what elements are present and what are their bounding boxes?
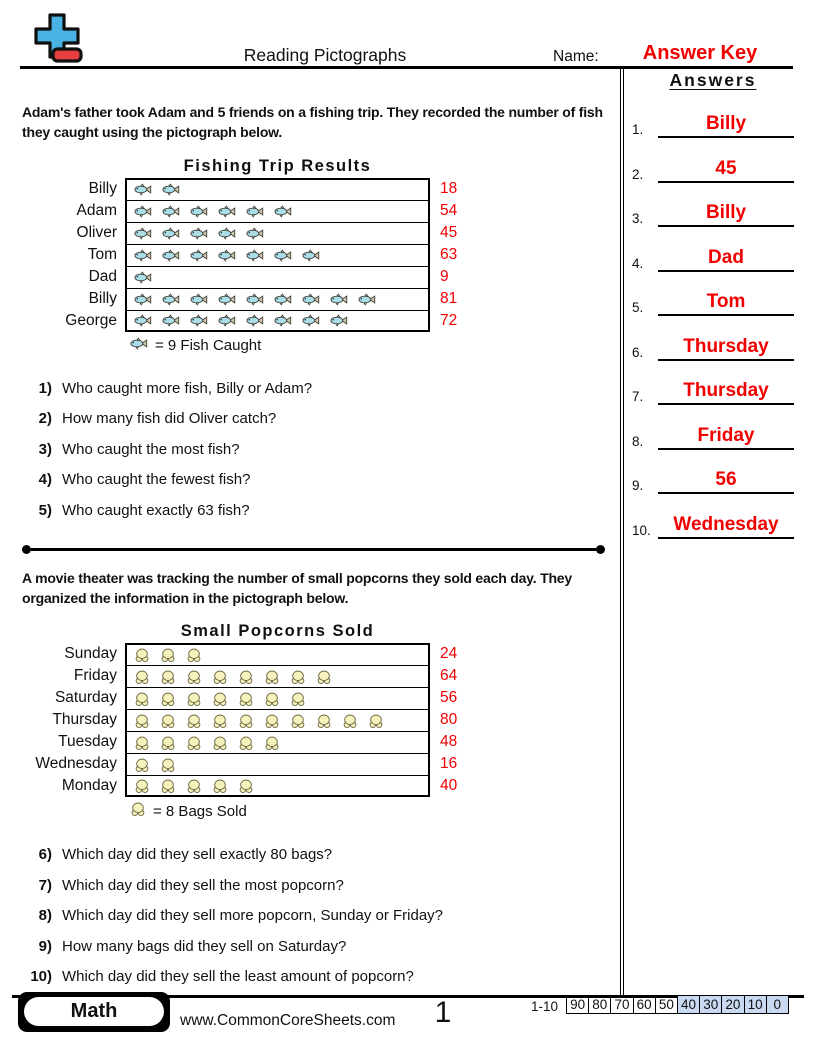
pictograph-row <box>22 775 608 797</box>
fish-icon <box>274 314 292 327</box>
question-number: 2) <box>38 410 52 428</box>
pictograph-row <box>22 266 608 288</box>
row-value: 54 <box>440 201 458 219</box>
popcorn-icon <box>134 648 150 662</box>
fish-icon <box>274 249 292 262</box>
popcorn-icon <box>186 779 202 793</box>
grade-scale-cell: 90 <box>567 996 589 1013</box>
row-value: 24 <box>440 645 458 663</box>
fish-icon <box>218 314 236 327</box>
grade-scale-cell: 70 <box>611 996 633 1013</box>
popcorn-icon <box>290 714 306 728</box>
answer-blank: Billy <box>658 113 794 138</box>
answer-number: 5. <box>632 300 644 315</box>
answer-number: 8. <box>632 433 644 449</box>
pictograph-row <box>22 310 608 332</box>
question-number: 5) <box>38 501 52 519</box>
answer-number: 6. <box>632 344 644 360</box>
answer-row <box>632 245 794 272</box>
question <box>22 410 608 427</box>
pictograph-row <box>22 687 608 709</box>
chart-key <box>130 337 608 354</box>
grade-scale-cell: 80 <box>589 996 611 1013</box>
question-text: How many bags did they sell on Saturday? <box>62 937 347 955</box>
subject-badge <box>18 992 170 1032</box>
popcorn-icon <box>290 670 306 684</box>
question-number: 4) <box>38 471 52 489</box>
popcorn-icon <box>160 758 176 772</box>
answer-row <box>632 156 794 183</box>
fish-icon <box>162 314 180 327</box>
fish-icon <box>274 205 292 218</box>
popcorn-icon <box>186 670 202 684</box>
answers-list <box>632 111 794 539</box>
grade-scale-cell: 60 <box>634 996 656 1013</box>
popcorn-icon <box>264 736 280 750</box>
answer-blank: Thursday <box>658 336 794 361</box>
answer-number: 10. <box>632 522 651 538</box>
fish-icon <box>190 227 208 240</box>
pictograph-rows <box>22 643 608 797</box>
answer-key-label: Answer Key <box>642 42 758 64</box>
pictograph-row <box>22 244 608 266</box>
answer-blank: 45 <box>658 158 794 183</box>
row-label: Thursday <box>52 711 117 729</box>
fish-icon <box>246 314 264 327</box>
question <box>22 471 608 488</box>
popcorn-icon <box>130 802 146 820</box>
popcorn-icon <box>212 736 228 750</box>
question-number: 3) <box>38 440 52 458</box>
fish-icon <box>130 337 148 350</box>
row-label: Billy <box>88 179 117 197</box>
question-number: 1) <box>38 379 52 397</box>
pictograph-row <box>22 200 608 222</box>
questions-list <box>22 846 608 985</box>
pictograph-row <box>22 731 608 753</box>
answer-row <box>632 289 794 316</box>
chart-key <box>130 802 608 820</box>
row-value: 64 <box>440 667 458 685</box>
answer-row <box>632 200 794 227</box>
questions-list <box>22 380 608 519</box>
pictograph <box>22 157 608 354</box>
popcorn-icon <box>264 714 280 728</box>
fish-icon <box>302 293 320 306</box>
popcorn-icon <box>160 648 176 662</box>
fish-icon <box>218 293 236 306</box>
answer-blank: 56 <box>658 469 794 494</box>
pictograph-row <box>22 178 608 200</box>
popcorn-icon <box>134 692 150 706</box>
popcorn-icon <box>134 670 150 684</box>
popcorn-icon <box>134 714 150 728</box>
answer-number: 4. <box>632 255 644 271</box>
question-text: Which day did they sell the most popcorn? <box>62 876 344 894</box>
popcorn-icon <box>368 714 384 728</box>
popcorn-icon <box>264 692 280 706</box>
answer-row <box>632 334 794 361</box>
row-label: Wednesday <box>35 755 117 773</box>
header-rule <box>20 66 793 69</box>
question-text: Which day did they sell more popcorn, Sunday or Friday? <box>62 907 444 925</box>
answer-blank: Dad <box>658 247 794 272</box>
question-number: 8) <box>38 907 52 925</box>
row-label: George <box>65 311 117 329</box>
chart-title: Small Popcorns Sold <box>180 622 375 641</box>
grade-scale-label: 1-10 <box>531 999 559 1014</box>
popcorn-icon <box>134 736 150 750</box>
answer-row <box>632 512 794 539</box>
popcorn-icon <box>134 758 150 772</box>
question-number: 6) <box>38 846 52 864</box>
fish-icon <box>162 183 180 196</box>
popcorn-icon <box>160 736 176 750</box>
question <box>22 846 608 863</box>
chart-title: Fishing Trip Results <box>183 156 372 175</box>
question <box>22 938 608 955</box>
row-icons <box>125 178 430 200</box>
fish-icon <box>190 249 208 262</box>
row-icons <box>125 643 430 665</box>
popcorn-icon <box>212 779 228 793</box>
popcorn-icon <box>264 670 280 684</box>
popcorn-icon <box>130 802 146 816</box>
fish-icon <box>162 205 180 218</box>
question-text: Which day did they sell the least amount of popcorn? <box>62 968 414 986</box>
page-title: Reading Pictographs <box>243 45 407 65</box>
row-value: 81 <box>440 289 458 307</box>
row-value: 63 <box>440 245 458 263</box>
question <box>22 502 608 519</box>
answer-blank: Thursday <box>658 380 794 405</box>
grade-scale-cell: 30 <box>700 996 722 1013</box>
fish-icon <box>134 293 152 306</box>
grade-scale-cell: 40 <box>678 996 700 1013</box>
row-icons <box>125 709 430 731</box>
fish-icon <box>302 314 320 327</box>
answer-number: 1. <box>632 122 644 137</box>
row-icons <box>125 731 430 753</box>
fish-icon <box>162 227 180 240</box>
row-icons <box>125 200 430 222</box>
row-label: Tuesday <box>58 733 117 751</box>
fish-icon <box>246 293 264 306</box>
question <box>22 877 608 894</box>
row-label: Oliver <box>76 223 117 241</box>
fish-icon <box>134 314 152 327</box>
row-icons <box>125 665 430 687</box>
grade-scale-cells <box>566 995 789 1014</box>
popcorn-icon <box>160 692 176 706</box>
pictograph-row <box>22 222 608 244</box>
answer-number: 2. <box>632 166 644 182</box>
fish-icon <box>190 205 208 218</box>
fish-icon <box>134 271 152 284</box>
popcorn-icon <box>238 779 254 793</box>
question-text: How many fish did Oliver catch? <box>62 410 277 428</box>
fish-icon <box>302 249 320 262</box>
question-number: 7) <box>38 876 52 894</box>
row-label: Adam <box>76 201 117 219</box>
row-icons <box>125 687 430 709</box>
grade-scale-cell: 10 <box>745 996 767 1013</box>
popcorn-icon <box>238 714 254 728</box>
answer-blank: Tom <box>658 291 794 316</box>
answer-row <box>632 378 794 405</box>
popcorn-icon <box>160 670 176 684</box>
name-label: Name: <box>553 48 599 65</box>
row-label: Sunday <box>64 645 117 663</box>
row-value: 72 <box>440 311 458 329</box>
popcorn-icon <box>186 714 202 728</box>
row-icons <box>125 753 430 775</box>
question-text: Who caught exactly 63 fish? <box>62 501 250 519</box>
fish-icon <box>246 205 264 218</box>
fish-icon <box>162 293 180 306</box>
divider-dot <box>22 545 31 554</box>
answer-blank: Wednesday <box>658 514 794 539</box>
question <box>22 380 608 397</box>
fish-icon <box>162 249 180 262</box>
fish-icon <box>330 293 348 306</box>
row-label: Friday <box>73 667 117 685</box>
question <box>22 907 608 924</box>
fish-icon <box>190 293 208 306</box>
section-intro: Adam's father took Adam and 5 friends on a fishing trip. They recorded the number of fish they caught using the pictograph below. <box>22 104 603 141</box>
fish-icon <box>190 314 208 327</box>
fish-icon <box>246 227 264 240</box>
pictograph-row <box>22 709 608 731</box>
popcorn-icon <box>186 648 202 662</box>
popcorn-icon <box>316 670 332 684</box>
pictograph-row <box>22 665 608 687</box>
fish-icon <box>330 314 348 327</box>
answer-number: 3. <box>632 211 644 226</box>
fish-icon <box>134 183 152 196</box>
main-content <box>22 88 608 999</box>
row-value: 80 <box>440 711 458 729</box>
row-value: 45 <box>440 223 458 241</box>
pictograph-row <box>22 753 608 775</box>
popcorn-icon <box>238 670 254 684</box>
answers-heading: Answers <box>669 70 757 90</box>
chart-key-label: = 8 Bags Sold <box>153 802 247 820</box>
popcorn-icon <box>238 736 254 750</box>
fish-icon <box>134 249 152 262</box>
popcorn-icon <box>212 714 228 728</box>
answer-row <box>632 423 794 450</box>
fish-icon <box>246 249 264 262</box>
row-value: 48 <box>440 733 458 751</box>
row-value: 18 <box>440 179 458 197</box>
row-label: Dad <box>88 267 117 285</box>
row-icons <box>125 775 430 797</box>
answer-row <box>632 467 794 494</box>
subject-label: Math <box>24 997 164 1026</box>
row-value: 9 <box>440 267 449 285</box>
fish-icon <box>130 337 148 354</box>
row-value: 16 <box>440 755 458 773</box>
popcorn-icon <box>342 714 358 728</box>
popcorn-icon <box>212 670 228 684</box>
fish-icon <box>358 293 376 306</box>
section-divider <box>22 545 605 554</box>
question-number: 10) <box>30 968 52 986</box>
row-value: 40 <box>440 777 458 795</box>
fish-icon <box>134 205 152 218</box>
popcorn-icon <box>316 714 332 728</box>
answers-divider-line <box>620 66 624 995</box>
fish-icon <box>274 293 292 306</box>
question <box>22 441 608 458</box>
website-url: www.CommonCoreSheets.com <box>180 1012 396 1029</box>
popcorn-icon <box>160 714 176 728</box>
answer-row <box>632 111 794 138</box>
grade-scale-cell: 20 <box>722 996 744 1013</box>
row-icons <box>125 310 430 332</box>
answers-column <box>632 70 794 556</box>
row-icons <box>125 222 430 244</box>
popcorn-icon <box>238 692 254 706</box>
row-icons <box>125 288 430 310</box>
question <box>22 968 608 985</box>
page-number: 1 <box>434 996 452 1029</box>
fish-icon <box>134 227 152 240</box>
popcorn-icon <box>134 779 150 793</box>
question-text: Who caught the most fish? <box>62 440 240 458</box>
row-label: Saturday <box>54 689 117 707</box>
divider-dot <box>596 545 605 554</box>
divider-line <box>31 548 596 551</box>
popcorn-icon <box>290 692 306 706</box>
question-text: Which day did they sell exactly 80 bags? <box>62 846 333 864</box>
section-intro: A movie theater was tracking the number of small popcorns they sold each day. They organized the information in the pictograph below. <box>22 569 572 606</box>
chart-key-label: = 9 Fish Caught <box>155 336 262 354</box>
pictograph-rows <box>22 178 608 332</box>
grade-scale-cell: 50 <box>656 996 678 1013</box>
pictograph <box>22 622 608 820</box>
row-icons <box>125 266 430 288</box>
question-text: Who caught the fewest fish? <box>62 471 251 489</box>
popcorn-icon <box>212 692 228 706</box>
fish-icon <box>218 227 236 240</box>
commoncoresheets-logo <box>28 10 90 66</box>
answer-blank: Billy <box>658 202 794 227</box>
answer-number: 9. <box>632 478 644 493</box>
answer-number: 7. <box>632 389 644 404</box>
pictograph-row <box>22 288 608 310</box>
grade-scale-cell: 0 <box>767 996 788 1013</box>
row-label: Tom <box>87 245 117 263</box>
popcorn-icon <box>186 736 202 750</box>
row-icons <box>125 244 430 266</box>
fish-icon <box>218 249 236 262</box>
fish-icon <box>218 205 236 218</box>
answer-blank: Friday <box>658 425 794 450</box>
row-value: 56 <box>440 689 458 707</box>
question-text: Who caught more fish, Billy or Adam? <box>62 379 313 397</box>
pictograph-row <box>22 643 608 665</box>
popcorn-icon <box>186 692 202 706</box>
row-label: Monday <box>61 777 117 795</box>
popcorn-icon <box>160 779 176 793</box>
row-label: Billy <box>88 289 117 307</box>
question-number: 9) <box>38 937 52 955</box>
